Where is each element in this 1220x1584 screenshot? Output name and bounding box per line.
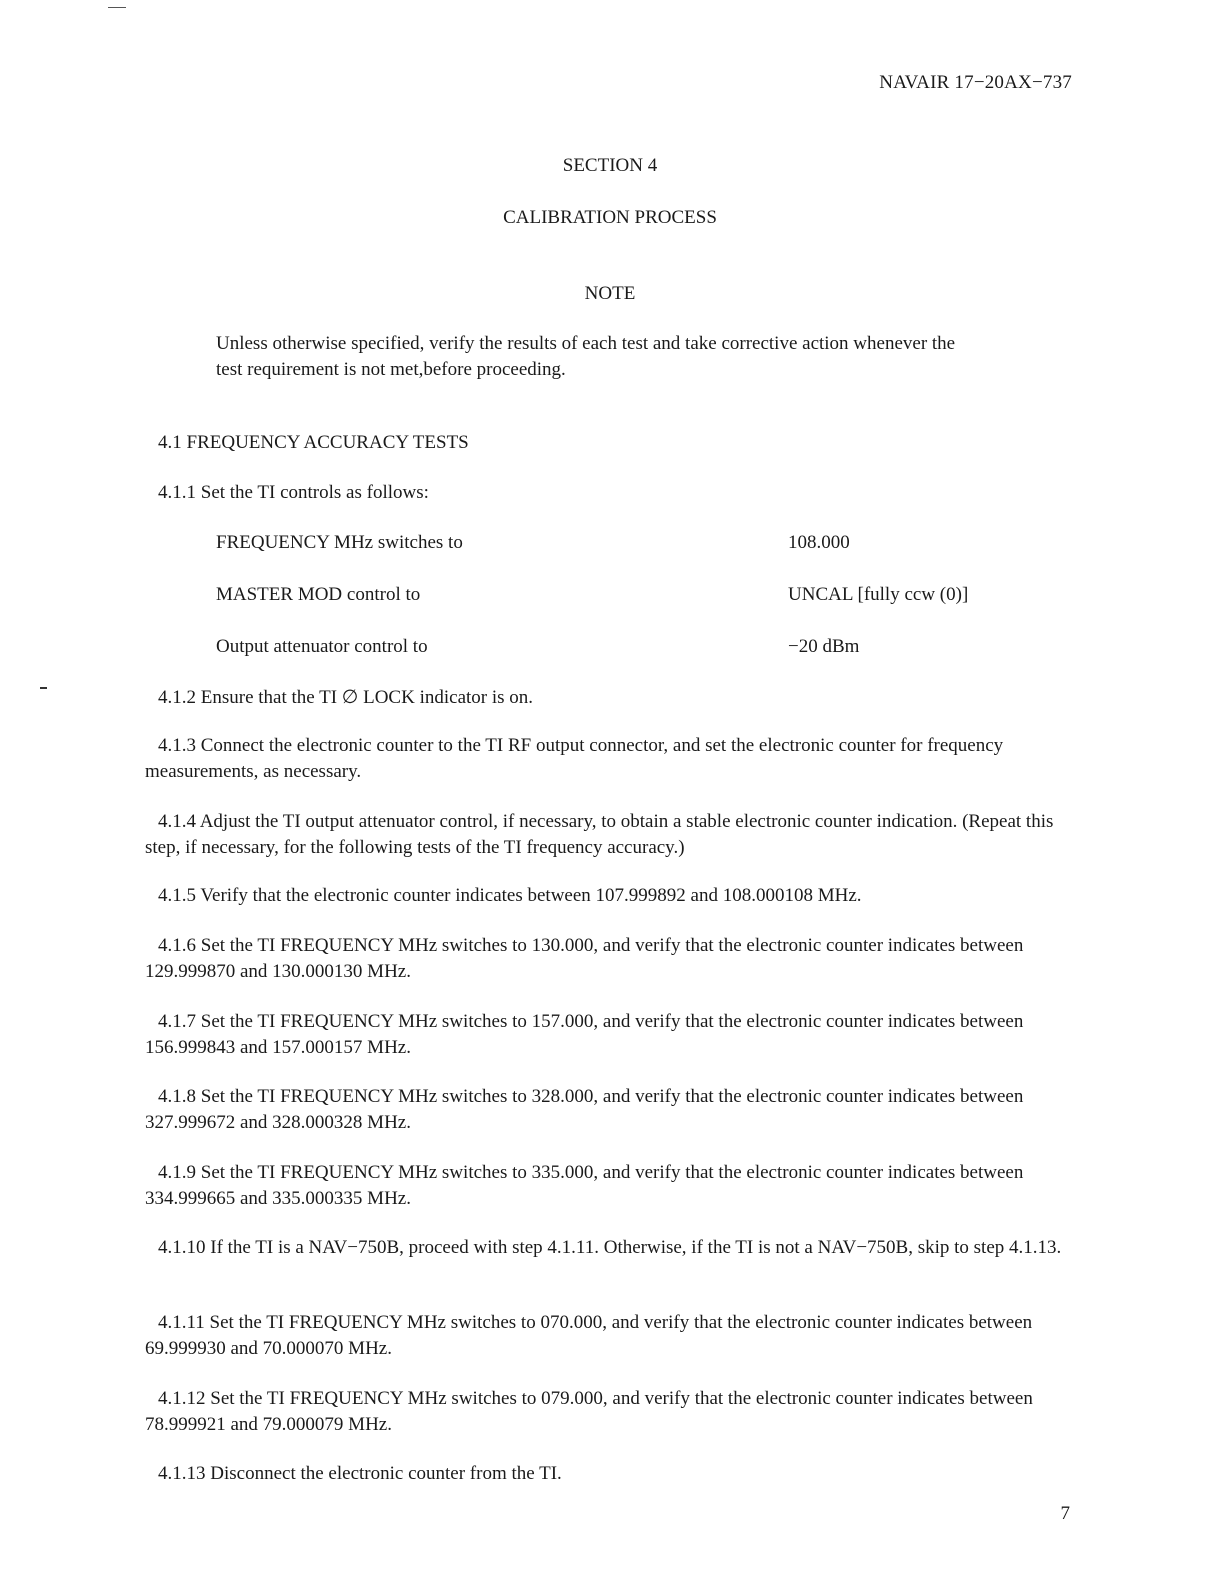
document-id: NAVAIR 17−20AX−737 (879, 72, 1072, 93)
setting-label-output-attenuator: Output attenuator control to (216, 636, 428, 657)
setting-value-frequency: 108.000 (788, 532, 850, 553)
step-4-1-4: 4.1.4 Adjust the TI output attenuator control, if necessary, to obtain a stable electronic counter indication. (Repeat this step, if necessary, for the following tests of the TI frequency accuracy.) (145, 811, 1054, 858)
section-title: SECTION 4 (562, 155, 658, 176)
step-4-1-1: 4.1.1 Set the TI controls as follows: (158, 482, 429, 503)
step-4-1-6: 4.1.6 Set the TI FREQUENCY MHz switches to 130.000, and verify that the electronic counter indicates between 129.999870 and 130.000130 MHz. (145, 935, 1024, 982)
scan-margin-mark (40, 687, 47, 689)
setting-label-master-mod: MASTER MOD control to (216, 584, 421, 605)
step-4-1-2: 4.1.2 Ensure that the TI ∅ LOCK indicator is on. (158, 687, 534, 708)
scan-corner-mark (108, 7, 126, 8)
step-4-1-9: 4.1.9 Set the TI FREQUENCY MHz switches to 335.000, and verify that the electronic counter indicates between 334.999665 and 335.000335 MHz. (145, 1162, 1024, 1209)
section-subtitle: CALIBRATION PROCESS (503, 207, 717, 228)
step-4-1-5: 4.1.5 Verify that the electronic counter indicates between 107.999892 and 108.000108 MHz. (158, 885, 862, 906)
step-4-1-7: 4.1.7 Set the TI FREQUENCY MHz switches to 157.000, and verify that the electronic counter indicates between 156.999843 and 157.000157 MHz. (145, 1011, 1024, 1058)
heading-frequency-accuracy-tests: 4.1 FREQUENCY ACCURACY TESTS (158, 432, 469, 453)
step-4-1-3: 4.1.3 Connect the electronic counter to the TI RF output connector, and set the electronic counter for frequency measurements, as necessary. (145, 735, 1004, 782)
step-4-1-12: 4.1.12 Set the TI FREQUENCY MHz switches to 079.000, and verify that the electronic counter indicates between 78.999921 and 79.000079 MHz. (145, 1388, 1033, 1435)
note-heading: NOTE (584, 283, 636, 304)
setting-value-output-attenuator: −20 dBm (788, 636, 860, 657)
step-4-1-11: 4.1.11 Set the TI FREQUENCY MHz switches to 070.000, and verify that the electronic counter indicates between 69.999930 and 70.000070 MHz. (145, 1312, 1033, 1359)
setting-value-master-mod: UNCAL [fully ccw (0)] (788, 584, 969, 605)
note-body: Unless otherwise specified, verify the results of each test and take corrective action whenever the test requirement is not met,before proceeding. (216, 333, 956, 380)
step-4-1-10: 4.1.10 If the TI is a NAV−750B, proceed with step 4.1.11. Otherwise, if the TI is not a NAV−750B, skip to step 4.1.13. (158, 1237, 1062, 1258)
step-4-1-13: 4.1.13 Disconnect the electronic counter from the TI. (158, 1463, 562, 1484)
setting-label-frequency: FREQUENCY MHz switches to (216, 532, 463, 553)
step-4-1-8: 4.1.8 Set the TI FREQUENCY MHz switches to 328.000, and verify that the electronic counter indicates between 327.999672 and 328.000328 MHz. (145, 1086, 1024, 1133)
page-number: 7 (1060, 1503, 1070, 1524)
